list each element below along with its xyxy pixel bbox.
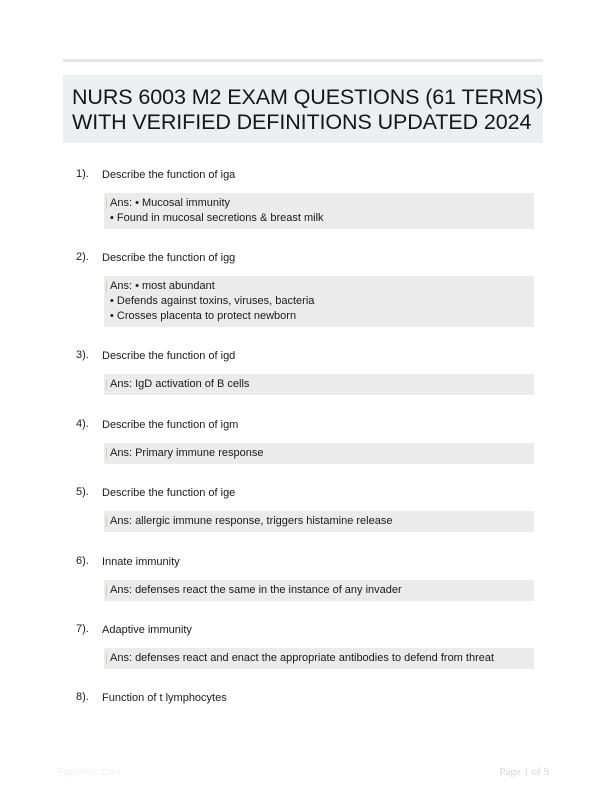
document-title — [63, 75, 543, 143]
question-number: 1). — [76, 168, 89, 180]
answer-line: • Found in mucosal secretions & breast milk — [110, 212, 324, 224]
answer-line: Ans: • most abundant — [110, 279, 534, 294]
title-line-2: WITH VERIFIED DEFINITIONS UPDATED 2024 — [72, 110, 532, 134]
question-text: Adaptive immunity — [102, 624, 192, 636]
top-divider — [63, 59, 543, 62]
page-number: Page 1 of 9 — [499, 766, 549, 778]
title-line-1: NURS 6003 M2 EXAM QUESTIONS (61 TERMS) — [72, 85, 544, 109]
answer-line: • Defends against toxins, viruses, bacteria — [110, 295, 315, 307]
answer-box — [104, 374, 534, 395]
question-number: 6). — [76, 555, 89, 567]
answer-line: • Crosses placenta to protect newborn — [110, 310, 297, 322]
answer-line: Ans: Primary immune response — [110, 446, 534, 461]
question-number: 4). — [76, 418, 89, 430]
question-number: 7). — [76, 623, 89, 635]
answer-box — [104, 511, 534, 532]
question-text: Describe the function of ige — [102, 487, 236, 499]
answer-box — [104, 648, 534, 669]
question-number: 3). — [76, 349, 89, 361]
question-number: 2). — [76, 251, 89, 263]
answer-line: Ans: defenses react the same in the instance of any invader — [110, 583, 534, 598]
answer-box — [104, 276, 534, 327]
question-text: Function of t lymphocytes — [102, 692, 227, 704]
question-text: Describe the function of iga — [102, 169, 236, 181]
answer-box — [104, 193, 534, 229]
question-text: Describe the function of igg — [102, 252, 236, 264]
answer-line: Ans: defenses react and enact the appropriate antibodies to defend from threat — [110, 651, 534, 666]
footer-site-watermark: Paperlitic.com — [57, 767, 120, 778]
answer-box — [104, 580, 534, 601]
answer-box — [104, 443, 534, 464]
answer-line: Ans: allergic immune response, triggers histamine release — [110, 514, 534, 529]
question-text: Describe the function of igd — [102, 350, 236, 362]
question-text: Describe the function of igm — [102, 419, 239, 431]
answer-line: Ans: • Mucosal immunity — [110, 196, 534, 211]
question-number: 5). — [76, 486, 89, 498]
answer-line: Ans: IgD activation of B cells — [110, 377, 534, 392]
question-number: 8). — [76, 691, 89, 703]
question-text: Innate immunity — [102, 556, 180, 568]
